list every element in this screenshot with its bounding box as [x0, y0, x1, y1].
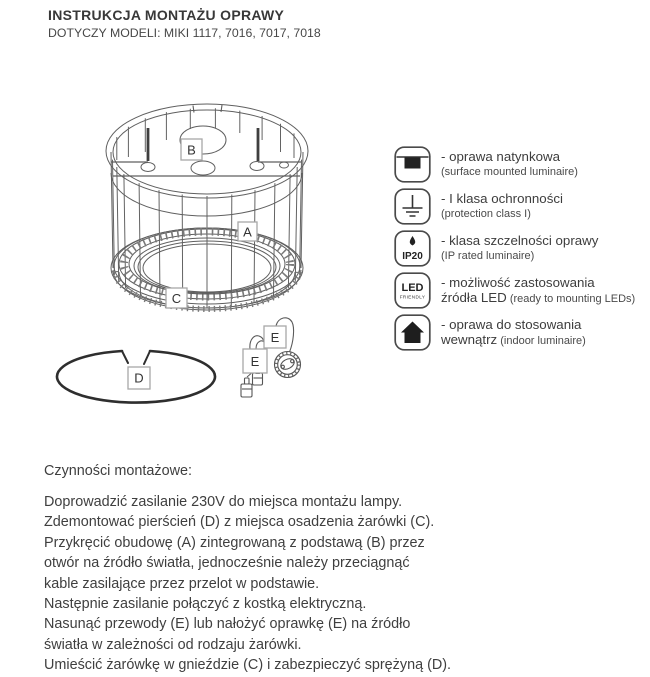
instruction-line: Przykręcić obudowę (A) zintegrowaną z podstawą (B) przez — [44, 534, 425, 551]
led-friendly-icon — [394, 272, 431, 309]
instructions-paragraph — [44, 492, 451, 676]
label-c: C — [171, 291, 182, 306]
legend-subtext-paren: (ready to mounting LEDs) — [509, 292, 636, 305]
legend-subtext-main: źródła LED — [441, 289, 507, 305]
label-d: D — [134, 370, 144, 386]
led-text: LED — [401, 282, 424, 294]
label-a: A — [243, 224, 252, 240]
legend-subtext — [441, 291, 635, 307]
label-e-socket: E — [270, 330, 280, 345]
instruction-line: światła w zależności od rodzaju żarówki. — [44, 636, 302, 653]
instruction-line: Doprowadzić zasilanie 230V do miejsca montażu lampy. — [44, 494, 403, 510]
legend-subtext — [441, 333, 586, 349]
legend-text: - możliwość zastosowania — [441, 274, 595, 290]
surface-mounted-icon — [394, 146, 431, 183]
page-subtitle: DOTYCZY MODELI: MIKI 1117, 7016, 7017, 7018 — [48, 26, 321, 40]
legend-row-ip-rating — [394, 230, 650, 267]
instruction-line: Nasunąć przewody (E) lub nałożyć oprawkę (E) na źródło — [44, 616, 411, 633]
instructions-heading: Czynności montażowe: — [44, 463, 192, 479]
instruction-line: otwór na źródło światła, jednocześnie należy przeciągnąć — [44, 555, 410, 572]
instruction-line: Następnie zasilanie połączyć z kostką elektryczną. — [44, 596, 367, 613]
instruction-line: Zdemontować pierścień (D) z miejsca osadzenia żarówki (C). — [44, 514, 435, 531]
ip-rating-icon — [394, 230, 431, 267]
legend-row-indoor — [394, 314, 650, 351]
legend — [394, 146, 650, 356]
legend-subtext: (protection class I) — [441, 208, 531, 221]
page-title: INSTRUKCJA MONTAŻU OPRAWY — [48, 7, 285, 23]
indoor-icon — [394, 314, 431, 351]
legend-text: - oprawa natynkowa — [441, 149, 560, 165]
lamp-drum-drawing — [106, 104, 308, 310]
legend-row-surface-mounted — [394, 146, 650, 183]
label-b: B — [187, 142, 196, 158]
led-friendly-text: FRIENDLY — [399, 294, 426, 300]
legend-row-protection-class — [394, 188, 650, 225]
instruction-line: Umieścić żarówkę w gnieździe (C) i zabezpieczyć sprężyną (D). — [44, 657, 452, 674]
legend-text: - klasa szczelności oprawy — [441, 233, 599, 249]
legend-text: - oprawa do stosowania — [441, 316, 582, 332]
legend-subtext-main: wewnątrz — [441, 331, 498, 347]
legend-subtext-paren: (indoor luminaire) — [500, 334, 586, 347]
legend-subtext: (IP rated luminaire) — [441, 250, 535, 263]
instruction-line: kable zasilające przez przelot w podstawie. — [44, 575, 320, 592]
legend-row-led-friendly — [394, 272, 650, 309]
ip-rating-text: IP20 — [402, 251, 423, 262]
protection-class-icon — [394, 188, 431, 225]
legend-subtext: (surface mounted luminaire) — [441, 166, 578, 179]
label-e-wires: E — [250, 354, 260, 369]
legend-text: - I klasa ochronności — [441, 191, 563, 207]
